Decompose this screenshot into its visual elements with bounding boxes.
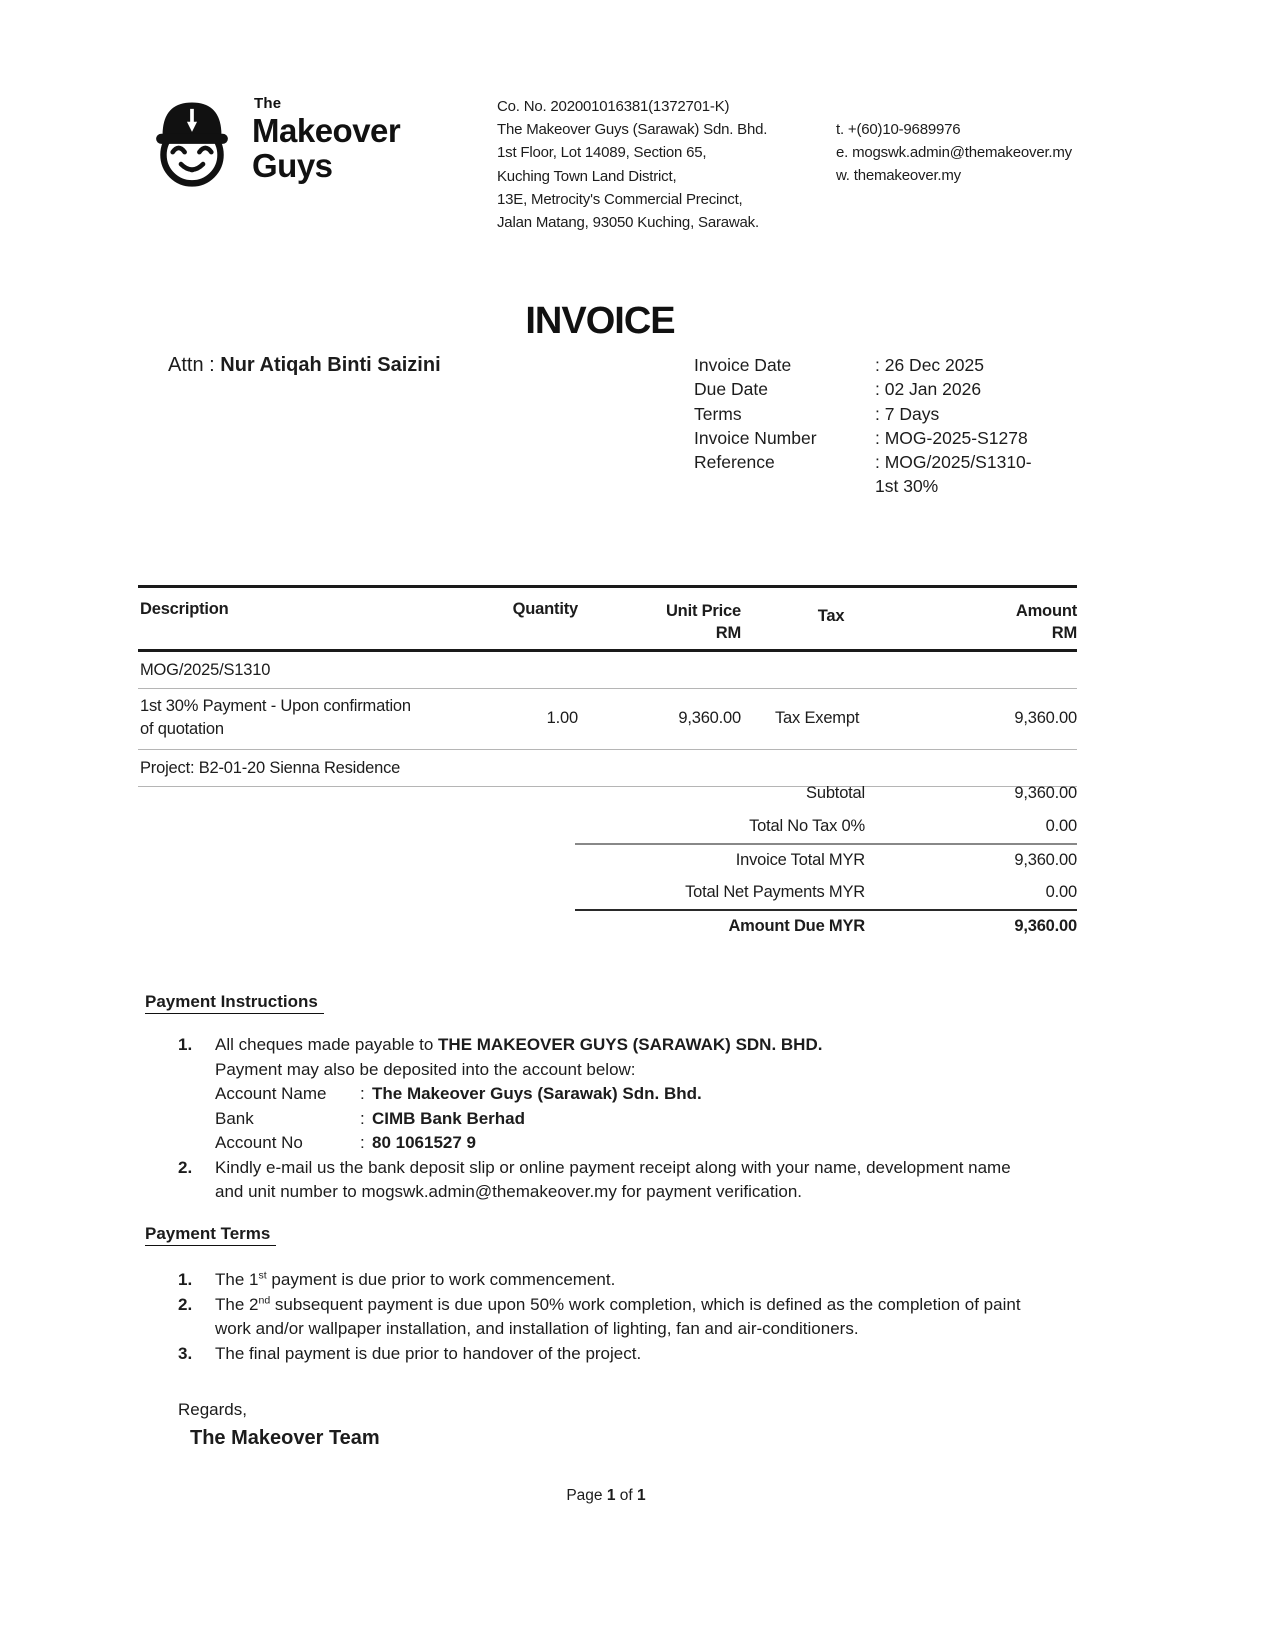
due-date-row — [694, 377, 1032, 401]
account-number-row: Account No : 80 1061527 9 — [215, 1131, 1036, 1156]
total-no-tax-label: Total No Tax 0% — [749, 817, 865, 835]
due-date-value: : 02 Jan 2026 — [875, 379, 982, 400]
bank-value: CIMB Bank Berhad — [372, 1108, 526, 1128]
line-items-table — [138, 585, 1077, 787]
column-header-quantity: Quantity — [512, 600, 578, 618]
invoice-total-label: Invoice Total MYR — [735, 851, 865, 869]
payment-instruction-item-1 — [178, 1033, 1036, 1156]
payment-term-item-1 — [178, 1268, 1036, 1293]
due-date-label: Due Date — [694, 379, 768, 400]
table-row — [138, 689, 1077, 750]
company-email: e. mogswk.admin@themakeover.my — [836, 144, 1072, 162]
company-address-line: 1st Floor, Lot 14089, Section 65, — [497, 144, 707, 162]
item-tax: Tax Exempt — [775, 708, 860, 727]
team-signature: The Makeover Team — [190, 1427, 380, 1449]
attention-name: Nur Atiqah Binti Saizini — [220, 354, 441, 376]
amount-due-label: Amount Due MYR — [728, 917, 865, 935]
company-name: The Makeover Guys (Sarawak) Sdn. Bhd. — [497, 121, 768, 139]
list-number: 3. — [178, 1343, 193, 1363]
payment-terms-heading: Payment Terms — [145, 1224, 276, 1246]
column-header-amount — [921, 588, 1077, 649]
table-header-row — [138, 585, 1077, 652]
table-group-row: MOG/2025/S1310 — [138, 652, 1077, 689]
net-payments-label: Total Net Payments MYR — [685, 883, 865, 901]
item-amount: 9,360.00 — [1014, 708, 1077, 727]
net-payments-row — [575, 876, 1077, 909]
column-header-unit-price — [578, 588, 741, 649]
subtotal-row — [575, 777, 1077, 810]
makeover-guys-logo — [146, 92, 400, 192]
logo-wordmark-makeover: Makeover — [252, 112, 401, 149]
company-address-line: Kuching Town Land District, — [497, 167, 677, 185]
subtotal-value: 9,360.00 — [1014, 784, 1077, 802]
payment-term-item-2 — [178, 1293, 1036, 1342]
payment-instructions-heading: Payment Instructions — [145, 992, 324, 1014]
account-name-value: The Makeover Guys (Sarawak) Sdn. Bhd. — [372, 1084, 702, 1103]
total-no-tax-row — [575, 810, 1077, 843]
reference-label: Reference — [694, 452, 775, 473]
invoice-meta — [694, 353, 1032, 499]
page-number: Page 1 of 1 — [566, 1487, 646, 1504]
company-registration-number: Co. No. 202001016381(1372701-K) — [497, 98, 730, 115]
document-title: INVOICE — [525, 300, 675, 342]
company-details — [497, 95, 767, 234]
invoice-total-value: 9,360.00 — [1014, 851, 1077, 869]
subtotal-label: Subtotal — [806, 784, 865, 802]
company-address-line: 13E, Metrocity's Commercial Precinct, — [497, 190, 743, 208]
invoice-total-row — [575, 843, 1077, 876]
sign-off — [178, 1398, 380, 1450]
terms-label: Terms — [694, 403, 742, 424]
list-number: 1. — [178, 1035, 193, 1054]
bank-label: Bank — [215, 1108, 254, 1128]
net-payments-value: 0.00 — [1045, 883, 1077, 901]
instruction-1-line-2: Payment may also be deposited into the account below: — [215, 1059, 636, 1079]
amount-header-line2: RM — [1051, 624, 1077, 642]
unit-price-header-line1: Unit Price — [665, 602, 741, 620]
table-project-row: Project: B2-01-20 Sienna Residence — [138, 750, 1077, 787]
logo-wordmark-guys: Guys — [252, 147, 333, 184]
total-page-number: 1 — [637, 1487, 646, 1504]
invoice-number-label: Invoice Number — [694, 427, 817, 448]
term-1-text: The 1st payment is due prior to work commencement. — [215, 1269, 616, 1289]
list-number: 1. — [178, 1270, 193, 1289]
payment-term-item-3 — [178, 1342, 1036, 1367]
amount-due-row — [575, 909, 1077, 942]
logo-wordmark — [252, 92, 400, 192]
makeover-guys-face-icon — [146, 92, 238, 192]
attention-label: Attn : — [168, 354, 215, 376]
column-header-description: Description — [140, 600, 229, 618]
total-no-tax-value: 0.00 — [1045, 817, 1077, 835]
unit-price-header-line2: RM — [715, 624, 741, 642]
terms-row — [694, 402, 1032, 426]
item-quantity: 1.00 — [546, 708, 578, 727]
amount-due-value: 9,360.00 — [1014, 917, 1077, 935]
company-contact — [836, 118, 1072, 188]
term-2-text: The 2nd subsequent payment is due upon 50% work completion, which is defined as the completion of paint work and/or wallpaper installation, and installation of lighting, fan and air-conditioners. — [215, 1293, 1021, 1338]
logo-wordmark-the: The — [254, 95, 282, 112]
company-website: w. themakeover.my — [836, 167, 961, 185]
reference-value: : MOG/2025/S1310- — [875, 452, 1032, 473]
reference-value-continued: 1st 30% — [875, 476, 939, 497]
payment-terms-list — [178, 1268, 1036, 1366]
totals-section — [575, 777, 1077, 942]
payment-instruction-item-2 — [178, 1156, 1036, 1205]
instruction-2-text: Kindly e-mail us the bank deposit slip or online payment receipt along with your name, development name and unit number to mogswk.admin@themakeover.my for payment verification. — [215, 1157, 1011, 1201]
invoice-number-value: : MOG-2025-S1278 — [875, 427, 1028, 448]
account-number-label: Account No — [215, 1133, 303, 1152]
account-name-row: Account Name : The Makeover Guys (Sarawak) Sdn. Bhd. — [215, 1082, 1036, 1107]
invoice-date-label: Invoice Date — [694, 355, 792, 375]
invoice-date-value: : 26 Dec 2025 — [875, 355, 984, 375]
reference-row — [694, 450, 1032, 474]
payee-name: THE MAKEOVER GUYS (SARAWAK) SDN. BHD. — [438, 1035, 823, 1054]
company-address-line: Jalan Matang, 93050 Kuching, Sarawak. — [497, 214, 759, 232]
account-number-value: 80 1061527 9 — [372, 1133, 476, 1152]
invoice-date-row — [694, 353, 1032, 377]
item-unit-price: 9,360.00 — [678, 708, 741, 727]
item-description: 1st 30% Payment - Upon confirmation of quotation — [140, 697, 411, 738]
list-number: 2. — [178, 1157, 193, 1177]
current-page-number: 1 — [606, 1487, 616, 1504]
term-3-text: The final payment is due prior to handover of the project. — [215, 1343, 642, 1363]
regards-text: Regards, — [178, 1400, 247, 1419]
terms-value: : 7 Days — [875, 403, 940, 424]
account-name-label: Account Name — [215, 1084, 327, 1103]
instruction-1-line-1: All cheques made payable to THE MAKEOVER GUYS (SARAWAK) SDN. BHD. — [215, 1035, 823, 1054]
column-header-tax: Tax — [817, 607, 845, 625]
bank-row: Bank : CIMB Bank Berhad — [215, 1107, 1036, 1132]
company-phone: t. +(60)10-9689976 — [836, 121, 961, 138]
payment-instructions-list — [178, 1033, 1036, 1205]
list-number: 2. — [178, 1294, 193, 1314]
invoice-number-row — [694, 426, 1032, 450]
attention-line — [168, 354, 441, 377]
amount-header-line1: Amount — [1015, 602, 1077, 620]
